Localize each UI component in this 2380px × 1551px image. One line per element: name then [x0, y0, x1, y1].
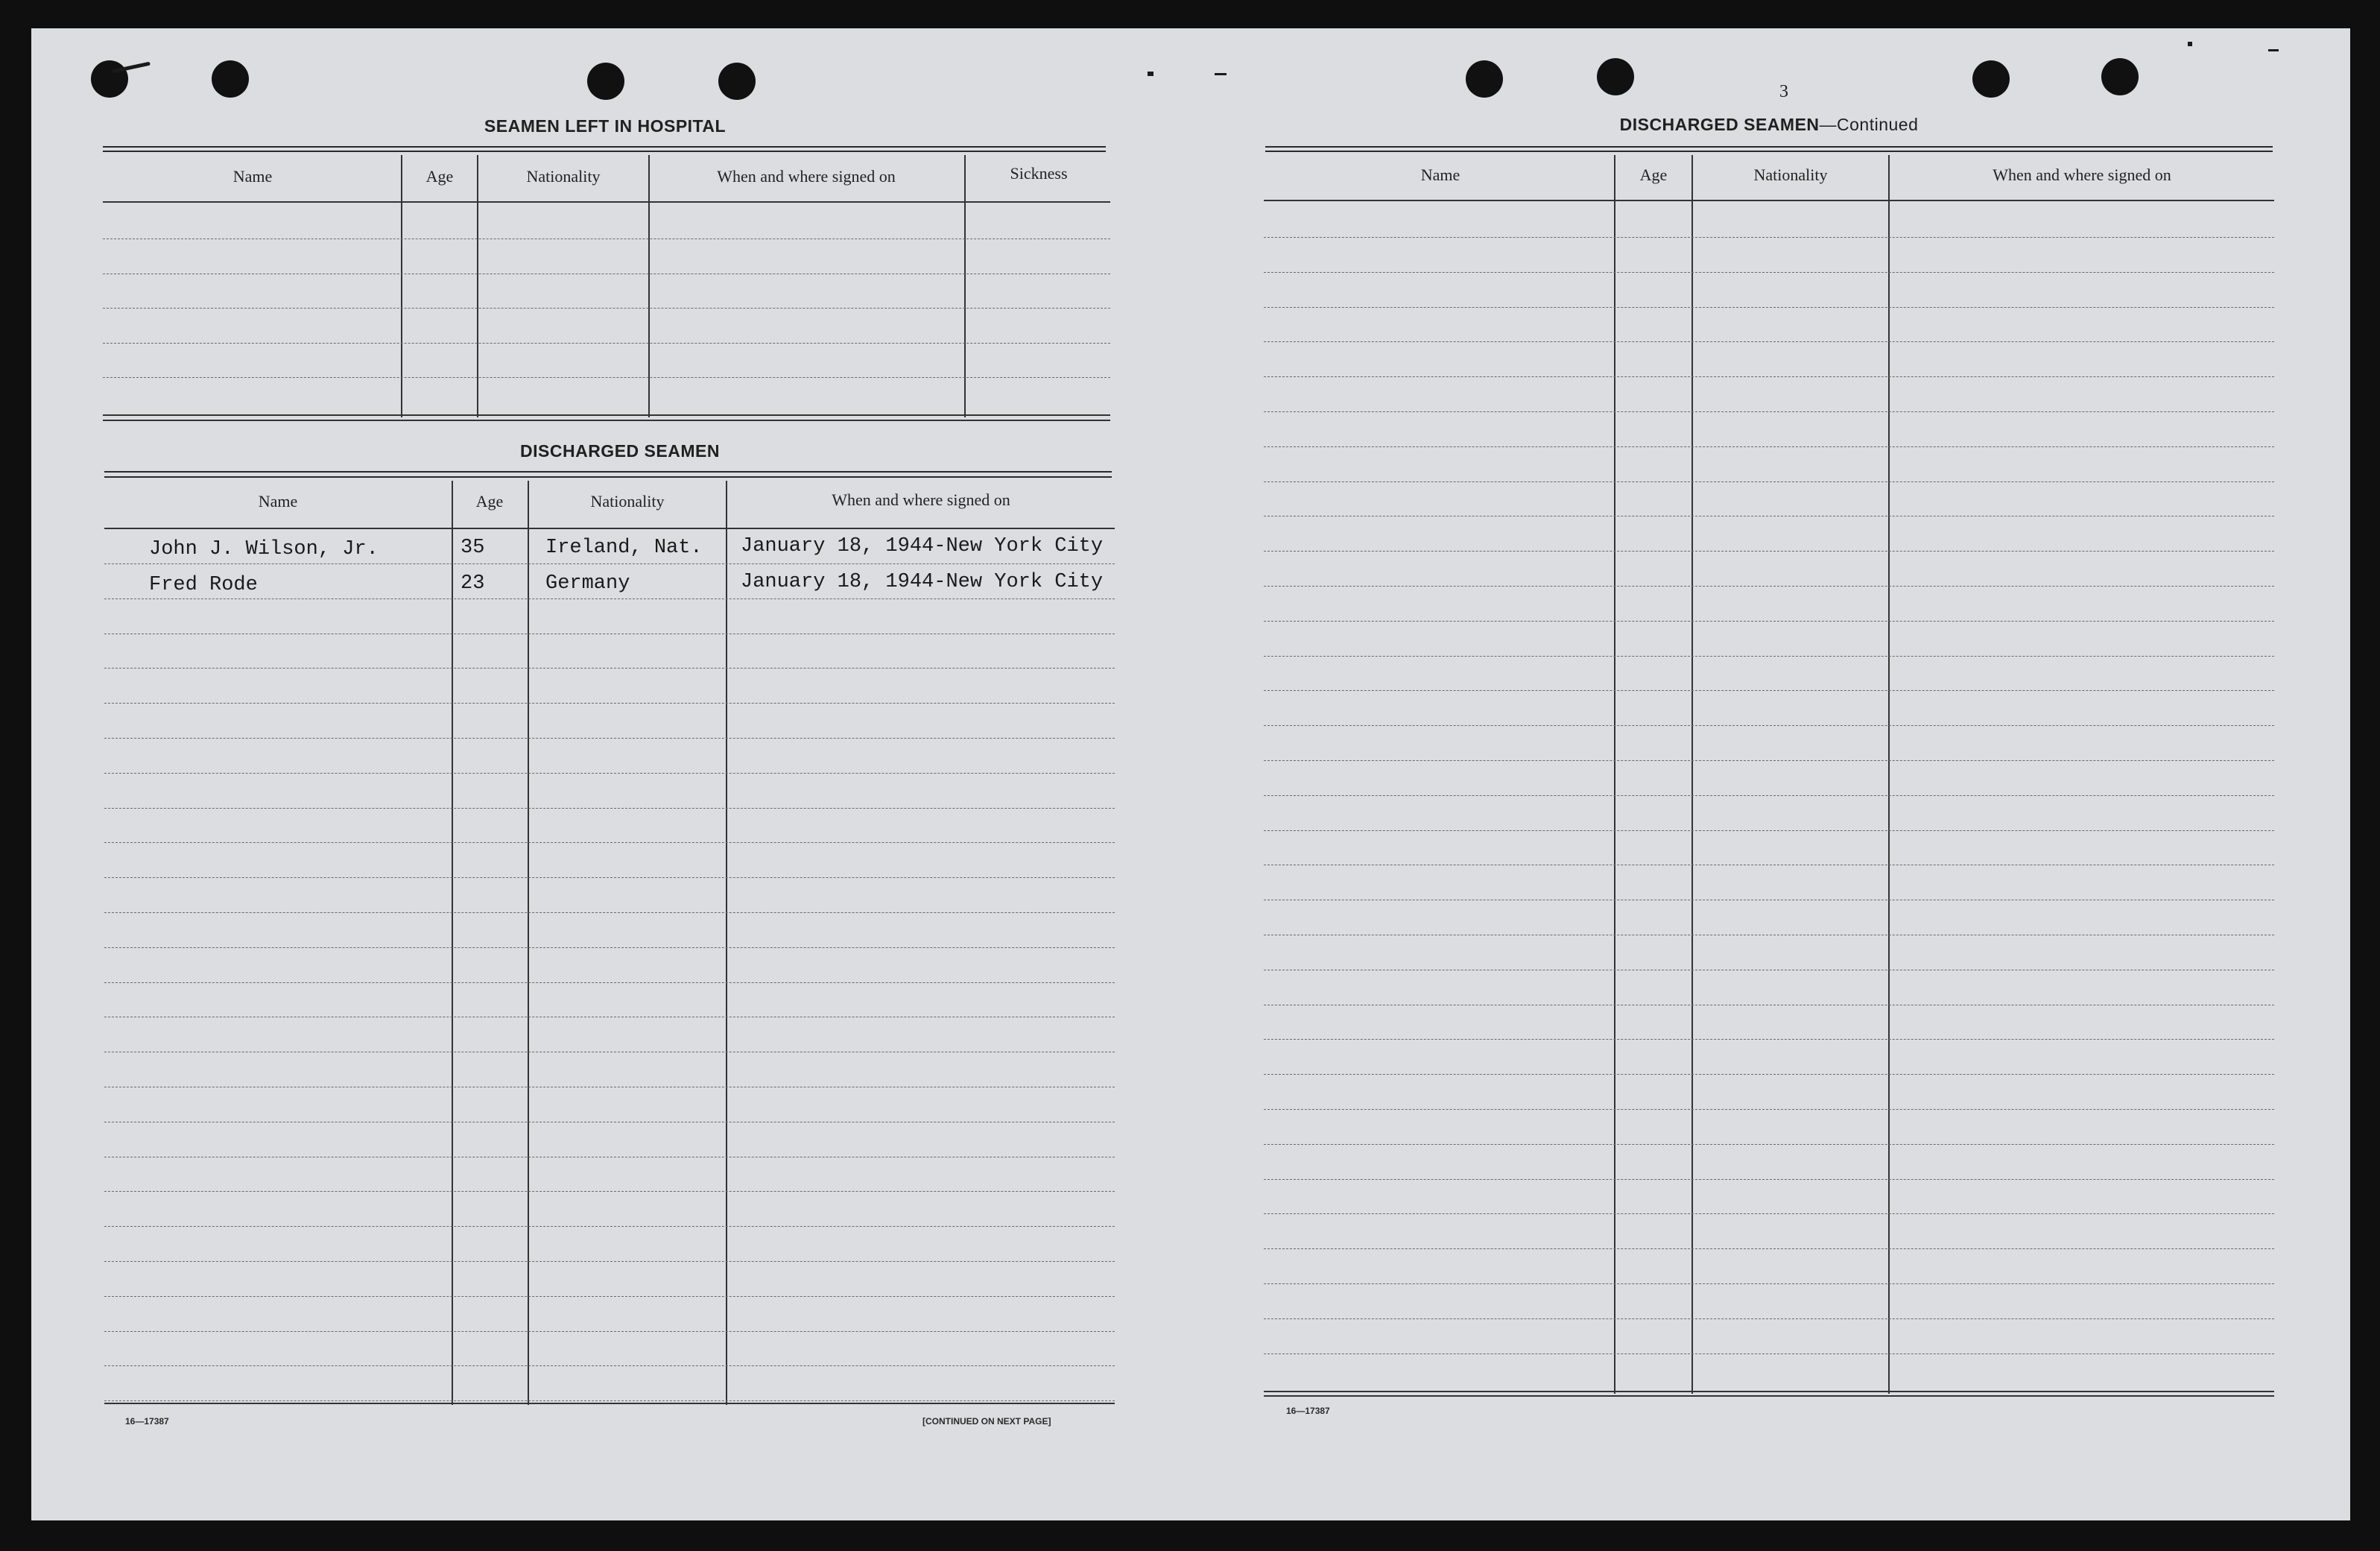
page-number: 3 [1779, 82, 1788, 101]
ruled-row-line [104, 912, 1115, 913]
left-form-number: 16—17387 [125, 1416, 169, 1427]
ruled-row-line [1264, 1283, 2274, 1284]
ruled-row-line [104, 1226, 1115, 1227]
ruled-row-line [1264, 1213, 2274, 1214]
right-section-title-suffix: —Continued [1819, 115, 1919, 134]
ink-speck [1148, 72, 1153, 76]
right-bottom-rule-2 [1264, 1395, 2274, 1397]
hospital-col-divider [401, 155, 402, 417]
ink-speck [2188, 42, 2192, 46]
ruled-row-line [1264, 795, 2274, 796]
ruled-row-line [104, 982, 1115, 983]
hospital-top-rule [103, 146, 1106, 148]
hospital-row-line [103, 343, 1110, 344]
ruled-row-line [104, 1331, 1115, 1332]
punch-hole [1597, 58, 1634, 95]
ink-speck [2268, 49, 2279, 51]
hospital-row-line [103, 377, 1110, 378]
hospital-col-divider [477, 155, 478, 417]
discharged-row-1-signed-on: January 18, 1944-New York City [741, 535, 1104, 557]
ruled-row-line [1264, 725, 2274, 726]
ruled-row-line [104, 877, 1115, 878]
ruled-row-line [1264, 760, 2274, 761]
punch-hole [212, 60, 249, 98]
ruled-row-line [104, 947, 1115, 948]
right-header-age: Age [1639, 165, 1668, 184]
ruled-row-line [104, 738, 1115, 739]
ruled-row-line [1264, 1318, 2274, 1319]
discharged-section-title: DISCHARGED SEAMEN [520, 441, 720, 461]
hospital-col-divider [964, 155, 966, 417]
ruled-row-line [1264, 237, 2274, 238]
right-header-nationality: Nationality [1753, 165, 1828, 184]
hospital-row-line [103, 308, 1110, 309]
discharged-top-rule-2 [104, 476, 1112, 478]
right-section-title [1545, 115, 1993, 135]
discharged-row-2-name: Fred Rode [149, 574, 258, 596]
hospital-section-title: SEAMEN LEFT IN HOSPITAL [484, 116, 727, 136]
discharged-row-2-nationality: Germany [545, 572, 630, 595]
discharged-header-age: Age [475, 492, 504, 511]
hospital-header-age: Age [425, 167, 454, 186]
ruled-row-line [1264, 1144, 2274, 1145]
ruled-row-line [1264, 830, 2274, 831]
right-top-rule-2 [1265, 151, 2273, 152]
discharged-row-2-age: 23 [461, 572, 485, 595]
hospital-header-rule [103, 201, 1110, 203]
discharged-col-divider [528, 481, 529, 1405]
discharged-row-1-name: John J. Wilson, Jr. [149, 538, 379, 560]
ruled-row-line [1264, 551, 2274, 552]
right-bottom-rule [1264, 1391, 2274, 1392]
right-top-rule [1265, 146, 2273, 148]
discharged-row-2-signed-on: January 18, 1944-New York City [741, 571, 1104, 593]
punch-hole [2101, 58, 2139, 95]
discharged-header-nationality: Nationality [590, 492, 665, 511]
ruled-row-line [1264, 481, 2274, 482]
hospital-bottom-rule [103, 414, 1110, 416]
ruled-row-line [104, 563, 1115, 564]
ruled-row-line [1264, 446, 2274, 447]
ruled-row-line [1264, 376, 2274, 377]
ink-speck [1215, 73, 1227, 75]
discharged-row-1-nationality: Ireland, Nat. [545, 537, 703, 559]
ruled-row-line [1264, 1248, 2274, 1249]
ruled-row-line [1264, 1179, 2274, 1180]
ruled-row-line [1264, 1353, 2274, 1354]
ruled-row-line [1264, 411, 2274, 412]
ruled-row-line [104, 1400, 1115, 1401]
right-section-title-main: DISCHARGED SEAMEN [1619, 115, 1820, 134]
discharged-header-name: Name [258, 492, 298, 511]
discharged-header-signed-on: When and where signed on [832, 490, 1010, 509]
ruled-row-line [1264, 690, 2274, 691]
ruled-row-line [1264, 586, 2274, 587]
hospital-top-rule-2 [103, 151, 1106, 152]
right-header-name: Name [1420, 165, 1460, 184]
discharged-col-divider [452, 481, 453, 1405]
punch-hole [718, 63, 756, 100]
hospital-header-nationality: Nationality [526, 167, 601, 186]
right-form-number: 16—17387 [1286, 1406, 1330, 1416]
discharged-col-divider [726, 481, 727, 1405]
ruled-row-line [1264, 1039, 2274, 1040]
ruled-row-line [1264, 307, 2274, 308]
continued-note: [CONTINUED ON NEXT PAGE] [922, 1416, 1051, 1427]
ruled-row-line [1264, 1109, 2274, 1110]
ruled-row-line [1264, 341, 2274, 342]
ruled-row-line [104, 598, 1115, 599]
ruled-row-line [104, 1296, 1115, 1297]
punch-hole [91, 60, 128, 98]
ruled-row-line [1264, 1074, 2274, 1075]
hospital-header-name: Name [232, 167, 273, 186]
ruled-row-line [104, 1261, 1115, 1262]
hospital-header-sickness: Sickness [1010, 164, 1068, 183]
discharged-row-1-age: 35 [461, 537, 485, 559]
ruled-row-line [104, 1191, 1115, 1192]
ruled-row-line [104, 703, 1115, 704]
discharged-top-rule [104, 471, 1112, 473]
punch-hole [1466, 60, 1503, 98]
ruled-row-line [104, 842, 1115, 843]
ruled-row-line [104, 773, 1115, 774]
discharged-bottom-rule [104, 1403, 1115, 1404]
ruled-row-line [1264, 272, 2274, 273]
punch-hole [1972, 60, 2010, 98]
right-header-rule [1264, 200, 2274, 201]
ruled-row-line [104, 668, 1115, 669]
ruled-row-line [1264, 656, 2274, 657]
ruled-row-line [104, 808, 1115, 809]
ruled-row-line [104, 1365, 1115, 1366]
ruled-row-line [1264, 621, 2274, 622]
discharged-header-rule [104, 528, 1115, 529]
hospital-col-divider [648, 155, 650, 417]
punch-hole [587, 63, 624, 100]
hospital-header-signed-on: When and where signed on [717, 167, 896, 186]
ruled-row-line [1264, 516, 2274, 517]
hospital-bottom-rule-2 [103, 420, 1110, 421]
right-header-signed-on: When and where signed on [1993, 165, 2171, 184]
